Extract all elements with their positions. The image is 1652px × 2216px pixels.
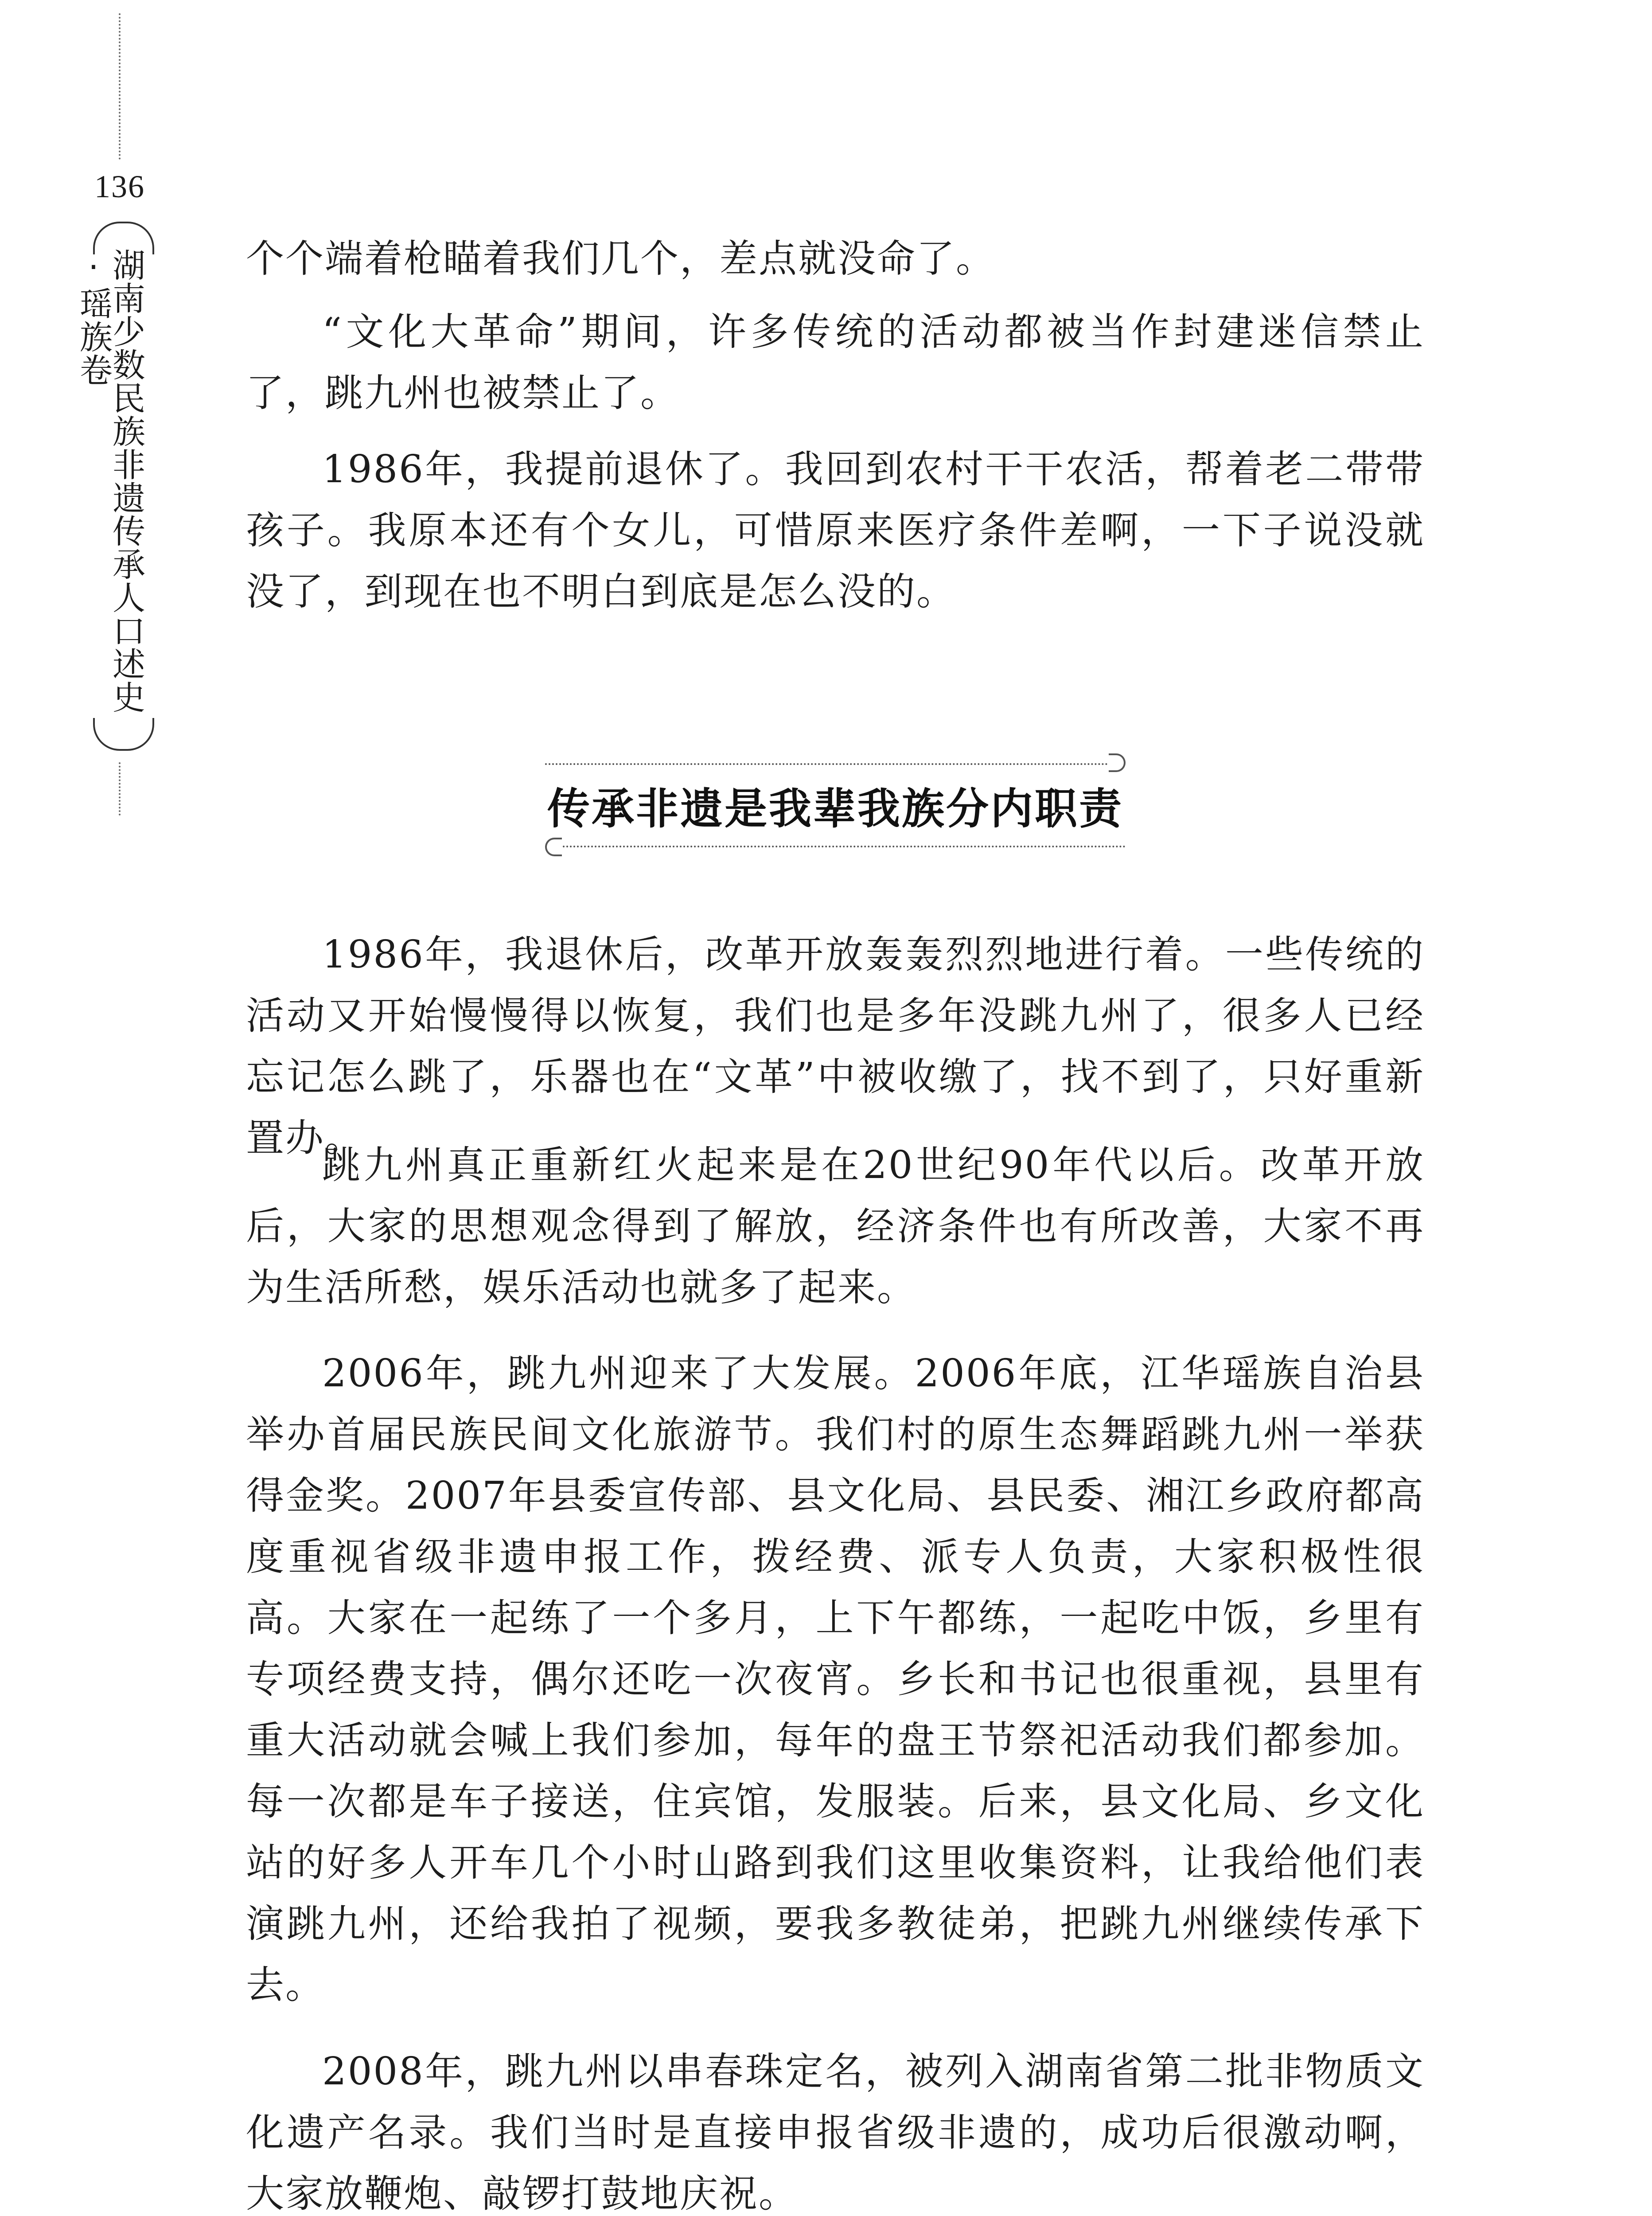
paragraph-retirement: 1986年，我提前退休了。我回到农村干干农活，帮着老二带带孩子。我原本还有个女儿，可惜原来医疗条件差啊，一下子说没就没了，到现在也不明白到底是怎么没的。 (246, 447, 1425, 614)
section-title: 传承非遗是我辈我族分内职责 (547, 784, 1123, 834)
running-title: 湖南少数民族非遗传承人口述史·瑶族卷 (74, 248, 145, 714)
margin-bracket-bottom (93, 718, 154, 751)
paragraph-reform: 1986年，我退休后，改革开放轰轰烈烈地进行着。一些传统的活动又开始慢慢得以恢复，我们也是多年没跳九州了，很多人已经忘记怎么跳了，乐器也在“文革”中被收缴了，找不到了，只好重新置办。 (246, 932, 1425, 1160)
paragraph-development: 2006年，跳九州迎来了大发展。2006年底，江华瑶族自治县举办首届民族民间文化旅游节。我们村的原生态舞蹈跳九州一举获得金奖。2007年县委宣传部、县文化局、县民委、湘江乡政府都高度重视省级非遗申报工作，拨经费、派专人负责，大家积极性很高。大家在一起练了一个多月，上下午都练，一起吃中饭，乡里有专项经费支持，偶尔还吃一次夜宵。乡长和书记也很重视，县里有重大活动就会喊上我们参加，每年的盘王节祭祀活动我们都参加。每一次都是车子接送，住宾馆，发服装。后来，县文化局、乡文化站的好多人开车几个小时山路到我们这里收集资料，让我给他们表演跳九州，还给我拍了视频，要我多教徒弟，把跳九州继续传承下去。 (246, 1351, 1425, 2007)
margin-dotted-rule-top (119, 13, 121, 160)
paragraph-continuation: 个个端着枪瞄着我们几个，差点就没命了。 (246, 237, 995, 281)
section-heading (545, 749, 1126, 869)
paragraph-heritage-listing: 2008年，跳九州以串春珠定名，被列入湖南省第二批非物质文化遗产名录。我们当时是直接申报省级非遗的，成功后很激动啊，大家放鞭炮、敲锣打鼓地庆祝。 (246, 2049, 1425, 2216)
heading-dotted-line-top (545, 763, 1108, 765)
heading-dotted-line-bottom (563, 846, 1126, 847)
page-number: 136 (94, 169, 145, 204)
margin-dotted-rule-bottom (119, 762, 121, 815)
paragraph-revival: 跳九州真正重新红火起来是在20世纪90年代以后。改革开放后，大家的思想观念得到了解放，经济条件也有所改善，大家不再为生活所愁，娱乐活动也就多了起来。 (246, 1143, 1425, 1310)
heading-curl-left (545, 838, 562, 856)
heading-curl-right (1109, 753, 1126, 772)
paragraph-cultural-revolution: “文化大革命”期间，许多传统的活动都被当作封建迷信禁止了，跳九州也被禁止了。 (246, 310, 1425, 415)
